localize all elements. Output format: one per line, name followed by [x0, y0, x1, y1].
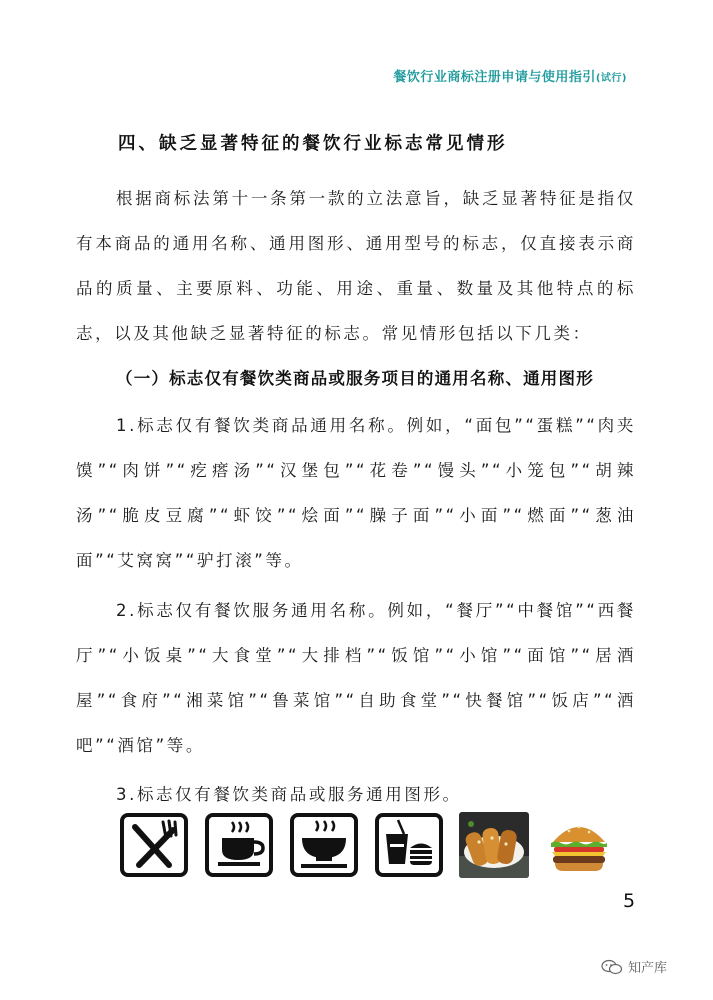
coffee-cup-icon: [204, 812, 274, 878]
watermark: [601, 957, 667, 976]
item-1-paragraph: 1.标志仅有餐饮类商品通用名称。例如，“面包”“蛋糕”“肉夹馍”“肉饼”“疙瘩汤”“汉堡包”“花卷”“馒头”“小笼包”“胡辣汤”“脆皮豆腐”“虾饺”“烩面”“臊子面”“小面”“燃面”“葱油面”“艾窝窝”“驴打滚”等。: [76, 416, 636, 570]
bowl-icon: [289, 812, 359, 878]
running-header-note: (试行): [595, 73, 627, 84]
running-header-title: 餐饮行业商标注册申请与使用指引: [393, 70, 596, 85]
item-3-paragraph: 3.标志仅有餐饮类商品或服务通用图形。: [116, 785, 462, 804]
subheading: （一）标志仅有餐饮类商品或服务项目的通用名称、通用图形: [116, 369, 594, 388]
fast-food-icon: [374, 812, 444, 878]
fried-rolls-photo: [459, 812, 529, 878]
watermark-text: 知产库: [628, 961, 668, 976]
section-title: 四、缺乏显著特征的餐饮行业标志常见情形: [118, 134, 508, 154]
chat-bubbles-icon: [601, 959, 623, 975]
item-2-paragraph: 2.标志仅有餐饮服务通用名称。例如，“餐厅”“中餐馆”“西餐厅”“小饭桌”“大食堂”“大排档”“饭馆”“小馆”“面馆”“居酒屋”“食府”“湘菜馆”“鲁菜馆”“自助食堂”“快餐馆”“饭店”“酒吧”“酒馆”等。: [76, 601, 636, 755]
generic-symbols-row: [119, 812, 614, 878]
knife-fork-icon: [119, 812, 189, 878]
page-number: 5: [623, 890, 636, 912]
intro-paragraph: 根据商标法第十一条第一款的立法意旨，缺乏显著特征是指仅有本商品的通用名称、通用图形、通用型号的标志，仅直接表示商品的质量、主要原料、功能、用途、重量、数量及其他特点的标志，以及其他缺乏显著特征的标志。常见情形包括以下几类：: [76, 189, 636, 343]
hamburger-photo: [544, 812, 614, 878]
running-header: [393, 66, 627, 85]
